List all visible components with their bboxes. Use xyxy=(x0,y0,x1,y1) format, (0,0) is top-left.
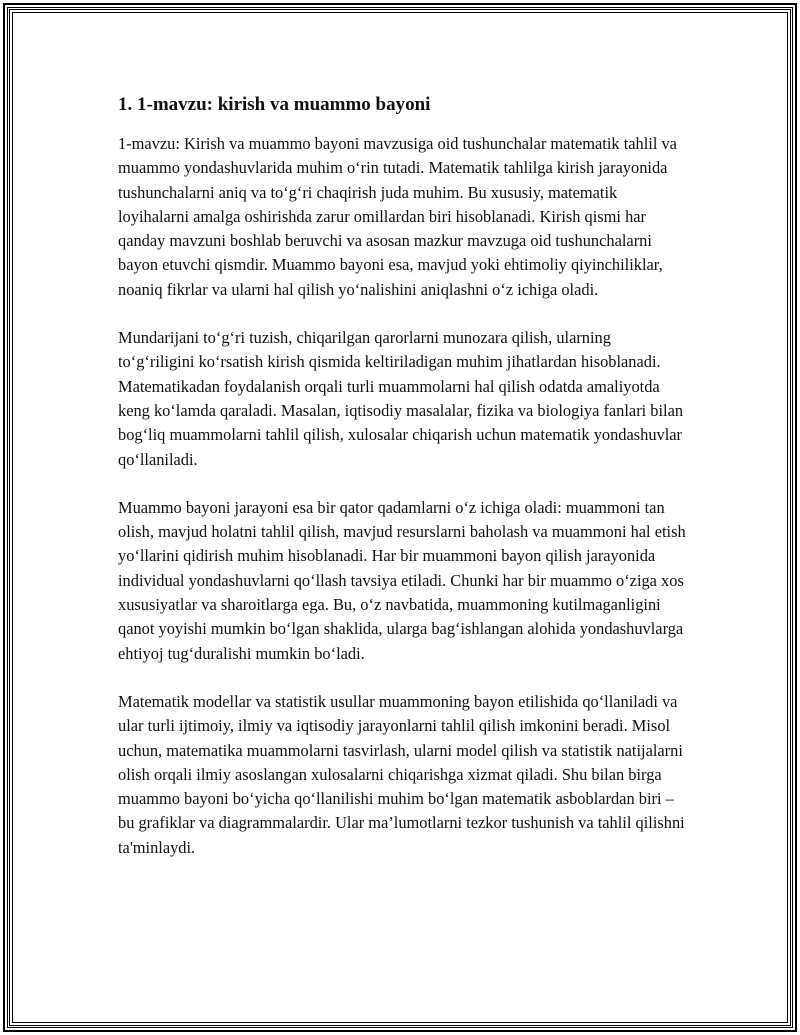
section-heading: 1. 1-mavzu: kirish va muammo bayoni xyxy=(118,94,431,115)
paragraph-1: 1-mavzu: Kirish va muammo bayoni mavzusiga oid tushunchalar matematik tahlil va muammo yondashuvlarida muhim o‘rin tutadi. Matematik tahlilga kirish jarayonida tushunchalarni aniq va to‘g‘ri chaqirish juda muhim. Bu xususiy, matematik loyihalarni amalga oshirishda zarur omillardan biri hisoblanadi. Kirish qismi har qanday mavzuni boshlab beruvchi va asosan mazkur mavzuga oid tushunchalarni bayon etuvchi qismdir. Muammo bayoni esa, mavjud yoki ehtimoliy qiyinchiliklar, noaniq fikrlar va ularni hal qilish yo‘nalishini aniqlashni o‘z ichiga oladi. xyxy=(118,134,677,299)
paragraph-2: Mundarijani to‘g‘ri tuzish, chiqarilgan qarorlarni munozara qilish, ularning to‘g‘riligini ko‘rsatish kirish qismida keltiriladigan muhim jihatlardan hisoblanadi. Matematikadan foydalanish orqali turli muammolarni hal qilish odatda amaliyotda keng ko‘lamda qaraladi. Masalan, iqtisodiy masalalar, fizika va biologiya fanlari bilan bog‘liq muammolarni tahlil qilish, xulosalar chiqarish uchun matematik yondashuvlar qo‘llaniladi. xyxy=(118,328,684,469)
document-body xyxy=(118,92,688,884)
paragraph-3: Muammo bayoni jarayoni esa bir qator qadamlarni o‘z ichiga oladi: muammoni tan olish, mavjud holatni tahlil qilish, mavjud resurslarni baholash va muammoni hal etish yo‘llarini qidirish muhim hisoblanadi. Har bir muammoni bayon qilish jarayonida individual yondashuvlarni qo‘llash tavsiya etiladi. Chunki har bir muammo o‘ziga xos xususiyatlar va sharoitlarga ega. Bu, o‘z navbatida, muammoning kutilmaganligini qanot yoyishi mumkin bo‘lgan shaklida, ularga bag‘ishlangan alohida yondashuvlarga ehtiyoj tug‘duralishi mumkin bo‘ladi. xyxy=(118,497,686,663)
paragraph-4: Matematik modellar va statistik usullar muammoning bayon etilishida qo‘llaniladi va ular turli ijtimoiy, ilmiy va iqtisodiy jarayonlarni tahlil qilish imkonini beradi. Misol uchun, matematika muammolarni tasvirlash, ularni model qilish va statistik natijalarni olish orqali ilmiy asoslangan xulosalarni chiqarishga xizmat qiladi. Shu bilan birga muammo bayoni bo‘yicha qo‘llanilishi muhim bo‘lgan matematik asboblardan biri – bu grafiklar va diagrammalardir. Ular ma’lumotlarni tezkor tushunish va tahlil qilishni ta'minlaydi. xyxy=(118,691,685,857)
